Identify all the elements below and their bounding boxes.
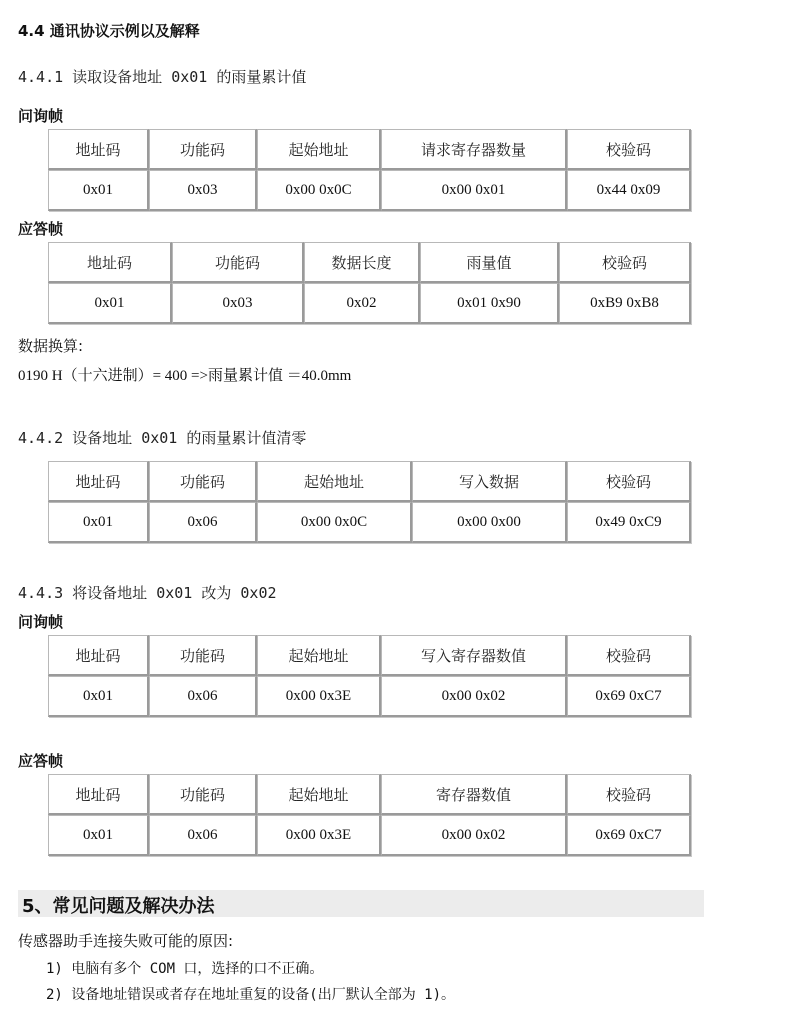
- table-header-cell: 功能码: [149, 461, 257, 502]
- clear-frame-table: [48, 461, 691, 543]
- table-cell: 0x00 0x3E: [257, 676, 381, 717]
- section-heading-4-4: 4.4 通讯协议示例以及解释: [18, 22, 200, 40]
- table-header-cell: 功能码: [149, 774, 257, 815]
- table-header-cell: 地址码: [48, 635, 149, 676]
- query-frame-table-1: [48, 129, 691, 211]
- response-frame-label-2: 应答帧: [18, 752, 64, 770]
- table-cell: 0x03: [172, 283, 304, 324]
- section-heading-4-4-1: 4.4.1 读取设备地址 0x01 的雨量累计值: [18, 68, 307, 86]
- table-header-cell: 请求寄存器数量: [381, 129, 567, 170]
- table-cell: 0x02: [304, 283, 420, 324]
- table-header-row: [48, 774, 691, 815]
- table-row: [48, 283, 691, 324]
- table-row: [48, 170, 691, 211]
- table-header-cell: 地址码: [48, 461, 149, 502]
- response-frame-table-1: [48, 242, 691, 324]
- table-header-cell: 校验码: [567, 129, 691, 170]
- section-5-title: 5、常见问题及解决办法: [22, 896, 215, 917]
- table-cell: 0xB9 0xB8: [559, 283, 691, 324]
- table-cell: 0x01: [48, 815, 149, 856]
- table-header-cell: 功能码: [149, 635, 257, 676]
- table-header-cell: 数据长度: [304, 242, 420, 283]
- table-header-cell: 起始地址: [257, 774, 381, 815]
- table-header-cell: 功能码: [149, 129, 257, 170]
- table-header-cell: 寄存器数值: [381, 774, 567, 815]
- calc-title: 数据换算:: [18, 337, 84, 355]
- table-header-row: [48, 242, 691, 283]
- table-header-cell: 功能码: [172, 242, 304, 283]
- table-cell: 0x01: [48, 283, 172, 324]
- table-cell: 0x01: [48, 170, 149, 211]
- table-row: [48, 502, 691, 543]
- table-cell: 0x00 0x02: [381, 815, 567, 856]
- table-header-row: [48, 461, 691, 502]
- table-cell: 0x00 0x3E: [257, 815, 381, 856]
- table-header-cell: 地址码: [48, 774, 149, 815]
- table-header-cell: 地址码: [48, 129, 149, 170]
- table-cell: 0x44 0x09: [567, 170, 691, 211]
- section-heading-4-4-3: 4.4.3 将设备地址 0x01 改为 0x02: [18, 584, 277, 602]
- table-row: [48, 815, 691, 856]
- table-cell: 0x06: [149, 502, 257, 543]
- table-header-cell: 校验码: [567, 635, 691, 676]
- table-cell: 0x00 0x01: [381, 170, 567, 211]
- table-row: [48, 676, 691, 717]
- list-item: 1) 电脑有多个 COM 口，选择的口不正确。: [46, 961, 324, 977]
- table-header-cell: 写入寄存器数值: [381, 635, 567, 676]
- table-cell: 0x01: [48, 502, 149, 543]
- table-cell: 0x03: [149, 170, 257, 211]
- table-cell: 0x06: [149, 815, 257, 856]
- table-header-cell: 起始地址: [257, 129, 381, 170]
- table-header-cell: 写入数据: [412, 461, 567, 502]
- table-cell: 0x01 0x90: [420, 283, 559, 324]
- table-cell: 0x01: [48, 676, 149, 717]
- table-cell: 0x00 0x0C: [257, 502, 412, 543]
- table-header-row: [48, 635, 691, 676]
- table-cell: 0x00 0x00: [412, 502, 567, 543]
- query-frame-label: 问询帧: [18, 107, 64, 125]
- table-header-row: [48, 129, 691, 170]
- table-header-cell: 校验码: [567, 461, 691, 502]
- calc-line: 0190 H（十六进制）= 400 =>雨量累计值 ＝40.0mm: [18, 368, 352, 384]
- response-frame-table-2: [48, 774, 691, 856]
- section-5-heading-bar: [18, 890, 704, 917]
- table-cell: 0x69 0xC7: [567, 676, 691, 717]
- table-cell: 0x69 0xC7: [567, 815, 691, 856]
- query-frame-table-2: [48, 635, 691, 717]
- section-heading-4-4-2: 4.4.2 设备地址 0x01 的雨量累计值清零: [18, 429, 307, 447]
- table-cell: 0x00 0x0C: [257, 170, 381, 211]
- query-frame-label-2: 问询帧: [18, 613, 64, 631]
- list-item: 2) 设备地址错误或者存在地址重复的设备(出厂默认全部为 1)。: [46, 987, 455, 1003]
- table-header-cell: 起始地址: [257, 635, 381, 676]
- table-cell: 0x06: [149, 676, 257, 717]
- response-frame-label: 应答帧: [18, 220, 64, 238]
- section-5-intro: 传感器助手连接失败可能的原因:: [18, 932, 234, 950]
- table-cell: 0x00 0x02: [381, 676, 567, 717]
- table-header-cell: 校验码: [559, 242, 691, 283]
- table-header-cell: 地址码: [48, 242, 172, 283]
- table-header-cell: 校验码: [567, 774, 691, 815]
- table-header-cell: 起始地址: [257, 461, 412, 502]
- table-cell: 0x49 0xC9: [567, 502, 691, 543]
- table-header-cell: 雨量值: [420, 242, 559, 283]
